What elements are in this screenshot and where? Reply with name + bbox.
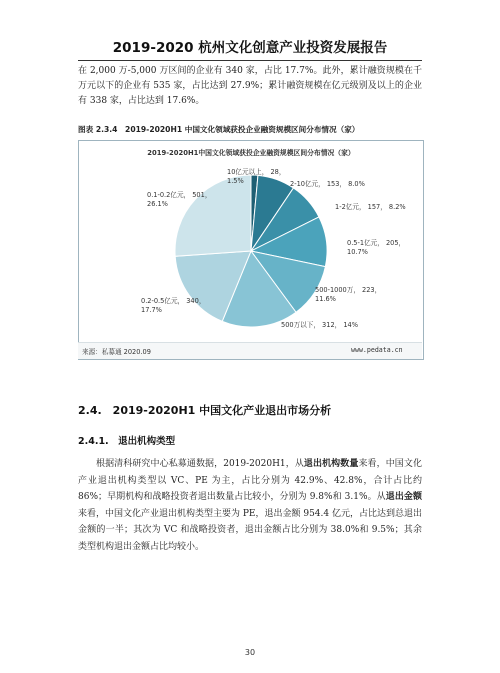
slice-label: 0.1-0.2亿元， 501，	[147, 191, 212, 199]
page-number: 30	[244, 648, 256, 657]
slice-label: 0.5-1亿元， 205，	[347, 239, 406, 247]
slice-label: 10亿元以上， 28，	[227, 168, 286, 176]
body-text-2: 来看，中国文化产业退出机构类型以 VC、PE 为主，占比分别为 42.9%、42.8%，合计占比约 86%；早期机构和战略投资者退出数量占比较小，分别为 9.8%和 3.1%。从	[78, 459, 422, 502]
pie-chart	[79, 141, 423, 343]
figure-caption: 图表 2.3.4 2019-2020H1 中国文化领域获投企业融资规模区间分布情况（家）	[78, 125, 360, 134]
slice-label: 500万以下， 312， 14%	[281, 321, 358, 329]
body-emphasis-2: 退出金额	[385, 492, 422, 502]
pie-slice	[175, 175, 251, 256]
slice-label: 1-2亿元， 157， 8.2%	[335, 203, 406, 211]
body-text-3: 来看，中国文化产业退出机构类型主要为 PE，退出金额 954.4 亿元，占比达到总退出金额的一半；其次为 VC 和战略投资者，退出金额占比分别为 38.0%和 9.5%；其余类型机构退出金额占比均较小。	[78, 508, 422, 552]
body-text-1: 根据清科研究中心私募通数据，2019-2020H1，从	[96, 459, 304, 469]
intro-paragraph: 在 2,000 万-5,000 万区间的企业有 340 家，占比 17.7%。此外，累计融资规模在千万元以下的企业有 535 家，占比达到 27.9%；累计融资规模在亿元级别及以上的企业有 338 家，占比达到 17.6%。	[78, 66, 422, 106]
slice-percent-label: 26.1%	[147, 200, 168, 208]
slice-percent-label: 17.7%	[141, 306, 162, 314]
slice-label: 0.2-0.5亿元， 340，	[141, 297, 206, 305]
slice-percent-label: 11.6%	[315, 295, 336, 303]
section-heading: 2.4. 2019-2020H1 中国文化产业退出市场分析	[78, 404, 332, 417]
chart-website: www.pedata.cn	[351, 346, 403, 354]
pie-chart-panel	[78, 140, 424, 360]
page-header-title: 2019-2020 杭州文化创意产业投资发展报告	[112, 40, 388, 56]
header-divider	[78, 60, 422, 61]
slice-percent-label: 1.5%	[227, 177, 244, 185]
slice-label: 2-10亿元， 153， 8.0%	[290, 180, 365, 188]
chart-source: 来源：私募通 2020.09	[82, 348, 151, 356]
body-paragraph	[78, 456, 422, 555]
slice-label: 500-1000万， 223，	[315, 286, 382, 294]
slice-percent-label: 10.7%	[347, 248, 368, 256]
subsection-heading: 2.4.1. 退出机构类型	[78, 436, 176, 447]
body-emphasis-1: 退出机构数量	[303, 459, 359, 469]
chart-title: 2019-2020H1中国文化领域获投企业融资规模区间分布情况（家）	[147, 149, 355, 157]
